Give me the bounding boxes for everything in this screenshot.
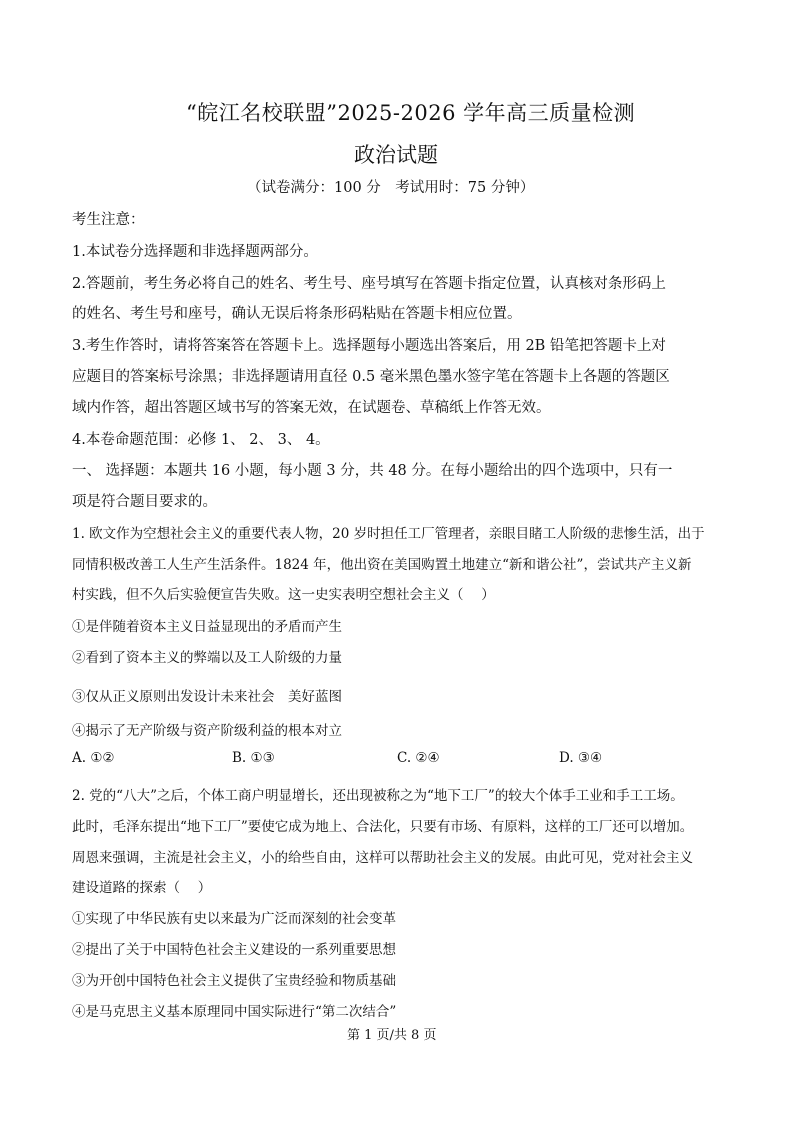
- notice-line-6: 域内作答，超出答题区域书写的答案无效，在试题卷、草稿纸上作答无效。: [72, 400, 551, 416]
- q1-option-1: ①是伴随着资本主义日益显现出的矛盾而产生: [72, 619, 342, 635]
- q1-choice-a: A. ①②: [72, 750, 115, 766]
- q2-stem-line-3: 周恩来强调，主流是社会主义，小的给些自由，这样可以帮助社会主义的发展。由此可见，党对社会主义: [72, 850, 693, 866]
- notice-line-1: 1.本试卷分选择题和非选择题两部分。: [72, 244, 318, 260]
- section-instruction-2: 项是符合题目要求的。: [72, 494, 217, 510]
- q1-choice-b: B. ①③: [232, 750, 275, 766]
- q1-choice-c: C. ②④: [397, 750, 440, 766]
- q1-stem-line-1: 1. 欧文作为空想社会主义的重要代表人物，20 岁时担任工厂管理者，亲眼目睹工人阶级的悲惨生活，出于: [72, 526, 705, 542]
- section-instruction-1: 一、 选择题：本题共 16 小题，每小题 3 分，共 48 分。在每小题给出的四个选项中，只有一: [72, 463, 673, 479]
- q2-option-2: ②提出了关于中国特色社会主义建设的一系列重要思想: [72, 942, 396, 958]
- q1-choice-d: D. ③④: [559, 750, 603, 766]
- exam-title: “皖江名校联盟”2025-2026 学年高三质量检测: [186, 101, 636, 125]
- notice-line-2: 2.答题前，考生务必将自己的姓名、考生号、座号填写在答题卡指定位置，认真核对条形码上: [72, 276, 666, 292]
- notice-heading: 考生注意：: [72, 212, 145, 228]
- notice-line-7: 4.本卷命题范围：必修 1、 2、 3、 4。: [72, 432, 330, 448]
- notice-line-3: 的姓名、考生号和座号，确认无误后将条形码粘贴在答题卡相应位置。: [72, 306, 522, 322]
- page-number: 第 1 页/共 8 页: [347, 1028, 437, 1043]
- q2-option-1: ①实现了中华民族有史以来最为广泛而深刻的社会变革: [72, 911, 396, 927]
- q1-option-2: ②看到了资本主义的弊端以及工人阶级的力量: [72, 650, 342, 666]
- exam-subject: 政治试题: [354, 143, 438, 167]
- q1-stem-line-3: 村实践，但不久后实验便宣告失败。这一史实表明空想社会主义（ ）: [72, 587, 495, 603]
- q2-option-3: ③为开创中国特色社会主义提供了宝贵经验和物质基础: [72, 973, 396, 989]
- q1-stem-line-2: 同情积极改善工人生产生活条件。1824 年，他出资在美国购置土地建立“新和谐公社”，尝试共产主义新: [72, 557, 692, 573]
- notice-line-4: 3.考生作答时，请将答案答在答题卡上。选择题每小题选出答案后，用 2B 铅笔把答题卡上对: [72, 338, 666, 354]
- q2-option-4: ④是马克思主义基本原理同中国实际进行“第二次结合”: [72, 1004, 397, 1020]
- q1-option-4: ④揭示了无产阶级与资产阶级利益的根本对立: [72, 723, 342, 739]
- q2-stem-line-4: 建设道路的探索（ ）: [72, 880, 212, 896]
- exam-meta: （试卷满分：100 分 考试用时：75 分钟）: [247, 180, 535, 196]
- q2-stem-line-1: 2. 党的“八大”之后，个体工商户明显增长，还出现被称之为“地下工厂”的较大个体手工业和手工工场。: [72, 788, 684, 804]
- q2-stem-line-2: 此时，毛泽东提出“地下工厂”要使它成为地上、合法化，只要有市场、有原料，这样的工厂还可以增加。: [72, 819, 694, 835]
- q1-option-3: ③仅从正义原则出发设计未来社会 美好蓝图: [72, 689, 342, 705]
- notice-line-5: 应题目的答案标号涂黑；非选择题请用直径 0.5 毫米黑色墨水签字笔在答题卡上各题的答题区: [72, 369, 670, 385]
